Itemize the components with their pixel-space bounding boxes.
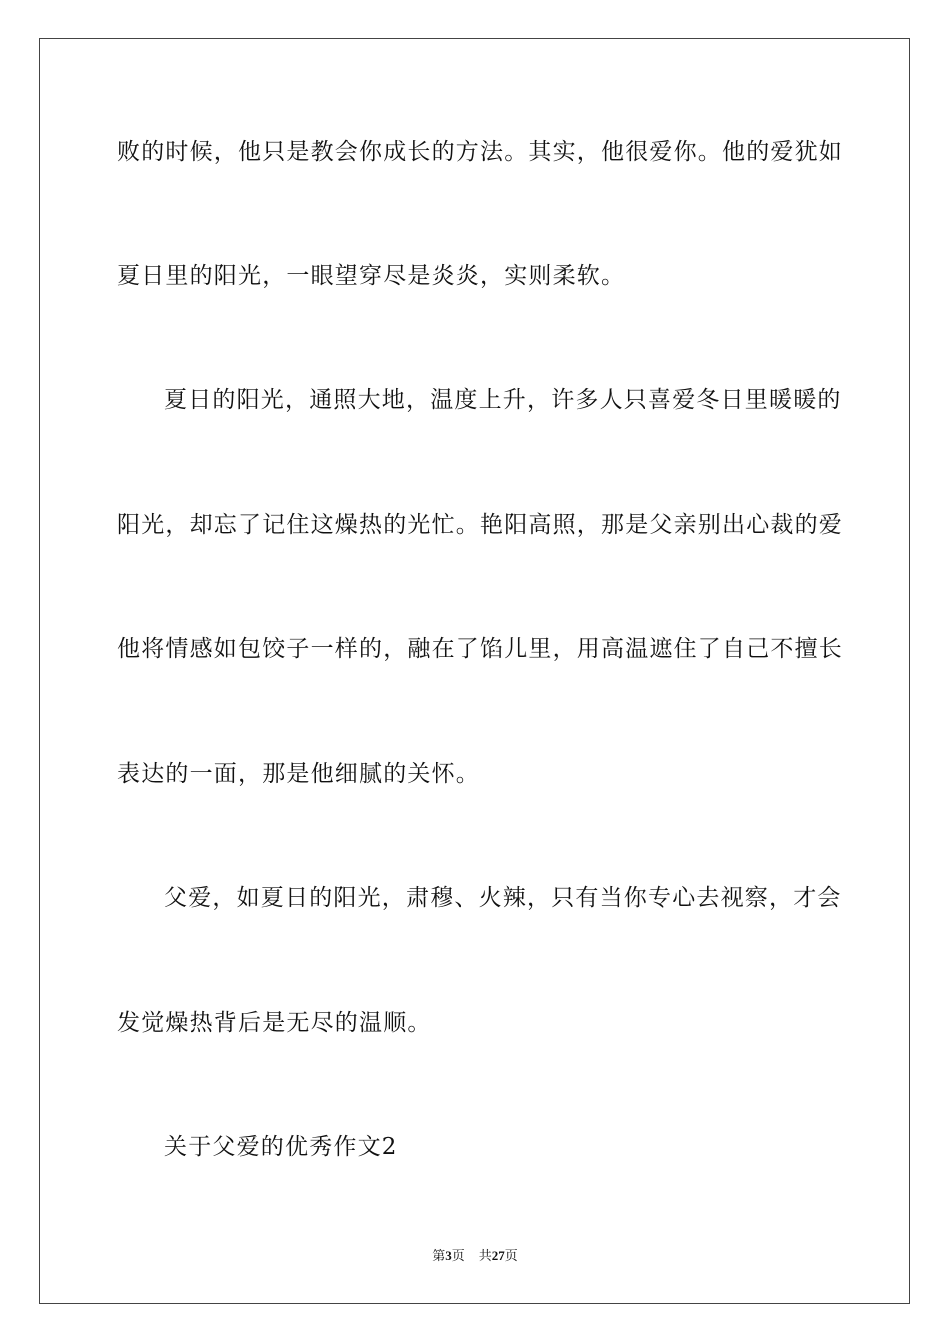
page-footer bbox=[0, 1247, 950, 1265]
total-prefix: 共 bbox=[478, 1248, 492, 1263]
total-suffix: 页 bbox=[504, 1248, 518, 1263]
paragraph-line: 表达的一面，那是他细腻的关怀。 bbox=[117, 761, 480, 787]
paragraph-line: 父爱，如夏日的阳光，肃穆、火辣，只有当你专心去视察，才会 bbox=[164, 885, 842, 911]
paragraph-line: 阳光，却忘了记住这燥热的光忙。艳阳高照，那是父亲别出心裁的爱 bbox=[117, 512, 843, 538]
page-suffix: 页 bbox=[451, 1248, 465, 1263]
page-prefix: 第 bbox=[432, 1248, 446, 1263]
total-pages: 27 bbox=[491, 1248, 505, 1263]
page-border bbox=[39, 38, 910, 1304]
paragraph-line: 败的时候，他只是教会你成长的方法。其实，他很爱你。他的爱犹如 bbox=[117, 139, 843, 165]
paragraph-line: 发觉燥热背后是无尽的温顺。 bbox=[117, 1010, 432, 1036]
paragraph-line: 他将情感如包饺子一样的，融在了馅儿里，用高温遮住了自己不擅长 bbox=[117, 636, 843, 662]
paragraph-line: 夏日里的阳光，一眼望穿尽是炎炎，实则柔软。 bbox=[117, 263, 626, 289]
page-number: 3 bbox=[445, 1248, 452, 1263]
paragraph-line: 夏日的阳光，通照大地，温度上升，许多人只喜爱冬日里暖暖的 bbox=[164, 387, 842, 413]
section-heading: 关于父爱的优秀作文2 bbox=[164, 1134, 398, 1160]
